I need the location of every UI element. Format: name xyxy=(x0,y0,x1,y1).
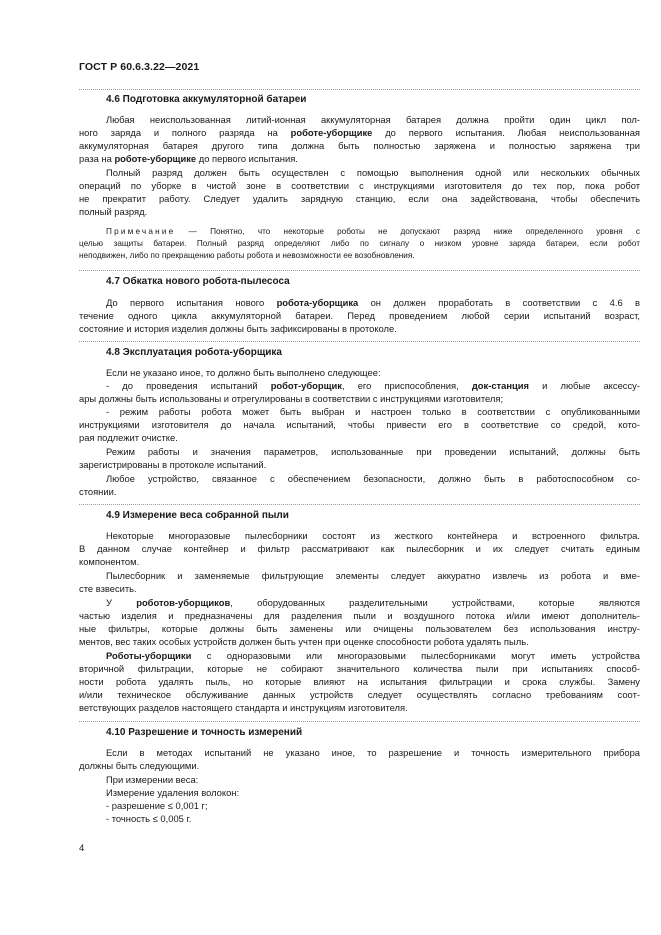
text-line: не прекратит работу. Следует удалить зарядную станцию, если она задействована, чтобы обеспечить xyxy=(79,193,640,204)
text-line: и/или техническое обслуживание данных устройств следует осуществлять согласно требованиям соот- xyxy=(79,689,640,700)
text-line: частью изделия и предназначены для разделения пыли и воздушного потока и/или имеют дополнитель- xyxy=(79,610,640,621)
section-separator xyxy=(79,341,640,342)
text-line: Измерение удаления волокон: xyxy=(106,787,240,798)
text-line: течение одного цикла аккумуляторной батареи. Перед проведением любой серии испытаний возраст, xyxy=(79,310,640,321)
text-line: зарегистрированы в протоколе испытаний. xyxy=(79,459,267,470)
section-heading-4-6: 4.6 Подготовка аккумуляторной батареи xyxy=(106,94,307,105)
text-line: состояние и история изделия должны быть зафиксированы в протоколе. xyxy=(79,323,397,334)
page-number: 4 xyxy=(79,843,85,854)
note-line: Примечание — Понятно, что некоторые роботы не допускают разряд ниже определенного уровня с xyxy=(106,227,640,236)
text-line: Любая неиспользованная литий-ионная аккумуляторная батарея должна пройти один цикл пол- xyxy=(106,114,640,125)
text-line: должны быть следующими. xyxy=(79,760,200,771)
text-line: ные фильтры, которые должны быть заменены или очищены пользователем без использования инстру- xyxy=(79,623,640,634)
section-separator xyxy=(79,721,640,722)
list-item: - точность ≤ 0,005 г. xyxy=(106,813,192,824)
section-separator xyxy=(79,270,640,271)
text-line: ары должны быть использованы и отрегулированы в соответствии с инструкциями изготовителя; xyxy=(79,393,504,404)
text-line: Пылесборник и заменяемые фильтрующие элементы следует аккуратно извлечь из робота и вме- xyxy=(106,570,640,581)
text-line: рая подлежит очистке. xyxy=(79,432,178,443)
list-item: - разрешение ≤ 0,001 г; xyxy=(106,800,208,811)
note-line: неподвижен, либо по прекращению работы робота и невозможности ее возобновления. xyxy=(79,251,415,260)
text-line: Если не указано иное, то должно быть выполнено следующее: xyxy=(106,367,381,378)
section-separator xyxy=(79,89,640,90)
list-item: - режим работы робота может быть выбран и настроен только в соответствии с опубликованными xyxy=(106,406,640,417)
list-item: - до проведения испытаний робот-уборщик, его приспособления, док-станция и любые аксессу- xyxy=(106,380,640,391)
text-line: операций по уборке в чистой зоне в соответствии с инструкциями изготовителя до тех пор, пока робот xyxy=(79,180,640,191)
text-line: раза на роботе-уборщике до первого испытания. xyxy=(79,153,298,164)
text-line: Если в методах испытаний не указано иное, то разрешение и точность измерительного прибора xyxy=(106,747,640,758)
term-robot-cleaner: робот-уборщик xyxy=(270,380,342,391)
section-heading-4-10: 4.10 Разрешение и точность измерений xyxy=(106,727,303,738)
term-robot-cleaner: роботе-уборщике xyxy=(114,153,197,164)
text-line: Некоторые многоразовые пылесборники состоят из жесткого контейнера и встроенного фильтра. xyxy=(106,530,640,541)
term-robot-cleaner: робота-уборщика xyxy=(276,297,359,308)
text-line: Любое устройство, связанное с обеспечением безопасности, должно быть в работоспособном со- xyxy=(106,473,640,484)
text-line: У роботов-уборщиков, оборудованных разделительными устройствами, которые являются xyxy=(106,597,640,608)
section-heading-4-8: 4.8 Эксплуатация робота-уборщика xyxy=(106,347,282,358)
section-separator xyxy=(79,504,640,505)
text-line: ного заряда и полного разряда на роботе-уборщике до первого испытания. Любая неиспользованная xyxy=(79,127,640,138)
text-line: компонентом. xyxy=(79,556,140,567)
text-line: Режим работы и значения параметров, использованные при проведении испытаний, должны быть xyxy=(106,446,640,457)
section-heading-4-7: 4.7 Обкатка нового робота-пылесоса xyxy=(106,276,290,287)
text-line: стоянии. xyxy=(79,486,117,497)
text-line: полный разряд. xyxy=(79,206,148,217)
text-line: инструкциями изготовителя до начала испытаний, чтобы привести его в соответствие со средой, кото- xyxy=(79,419,640,430)
text-line: аккумуляторная батарея другого типа должна быть полностью заряжена и полностью заряжена три xyxy=(79,140,640,151)
section-heading-4-9: 4.9 Измерение веса собранной пыли xyxy=(106,510,289,521)
text-line: До первого испытания нового робота-уборщика он должен проработать в соответствии с 4.6 в xyxy=(106,297,640,308)
text-line: В данном случае контейнер и фильтр рассматривают как пылесборник и их следует считать единым xyxy=(79,543,640,554)
text-line: При измерении веса: xyxy=(106,774,199,785)
text-line: Полный разряд должен быть осуществлен с помощью выполнения одной или нескольких обычных xyxy=(106,167,640,178)
text-line: сте взвесить. xyxy=(79,583,137,594)
term-dock-station: док-станция xyxy=(471,380,530,391)
text-line: ментов, вес таких особых устройств должен быть учтен при оценке способности робота удалять пыль. xyxy=(79,636,529,647)
text-line: вторичной фильтрации, которые не собирают значительного количества пыли при испытаниях способ- xyxy=(79,663,640,674)
term-robot-cleaner: роботе-уборщике xyxy=(290,127,373,138)
term-robot-cleaners: Роботы-уборщики xyxy=(106,650,192,661)
term-robot-cleaners: роботов-уборщиков xyxy=(136,597,231,608)
standard-designation: ГОСТ Р 60.6.3.22—2021 xyxy=(79,61,200,73)
note-label: Примечание xyxy=(106,227,176,236)
note-line: целью защиты батареи. Полный разряд определяют либо по сигналу о низком уровне заряда батареи, если робот xyxy=(79,239,640,248)
text-line: ности робота удалять пыль, но которые влияют на испытания фильтрации и срока службы. Замену xyxy=(79,676,640,687)
text-line: ветствующих разделов настоящего стандарта и инструкциям изготовителя. xyxy=(79,702,408,713)
text-line: Роботы-уборщики с одноразовыми или многоразовыми пылесборниками могут иметь устройства xyxy=(106,650,640,661)
